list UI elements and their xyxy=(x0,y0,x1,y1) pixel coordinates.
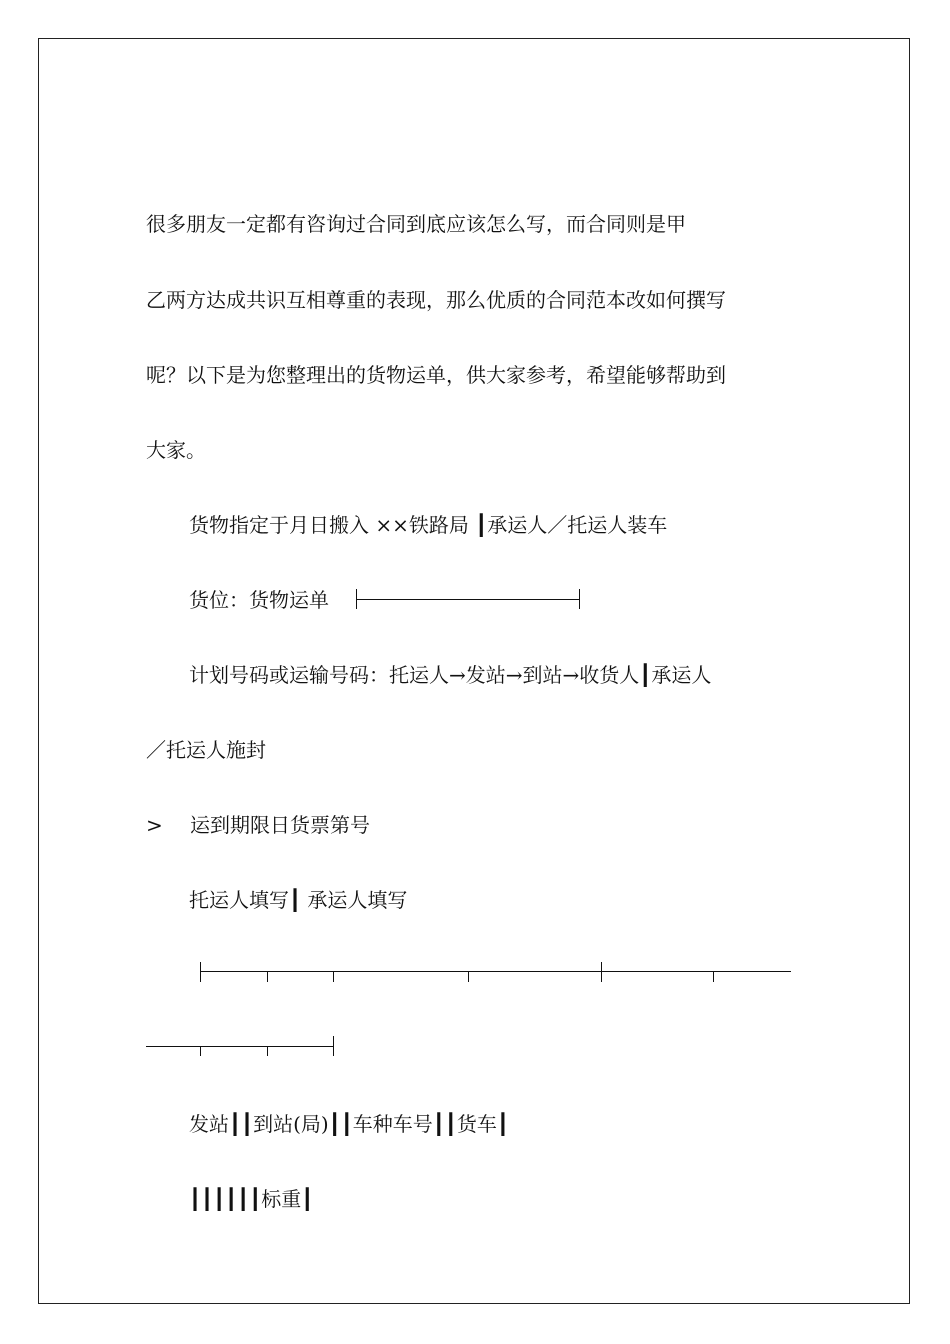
plan-line-2: ／托运人施封 xyxy=(146,738,266,762)
rule-tick xyxy=(200,962,201,982)
rule-tick xyxy=(713,971,714,982)
position-rule xyxy=(356,599,580,600)
intro-line-2: 乙两方达成共识互相尊重的表现，那么优质的合同范本改如何撰写 xyxy=(146,288,726,312)
deadline-marker: > xyxy=(146,813,163,837)
rule-tick xyxy=(579,589,580,609)
rule-tick xyxy=(267,971,268,982)
fill-line: 托运人填写┃ 承运人填写 xyxy=(189,888,408,912)
rule-tick xyxy=(200,1046,201,1056)
table-rule-continued xyxy=(146,1046,334,1047)
intro-line-1: 很多朋友一定都有咨询过合同到底应该怎么写，而合同则是甲 xyxy=(146,212,686,236)
rule-tick xyxy=(333,971,334,982)
rule-tick xyxy=(267,1046,268,1056)
deadline-text: 运到期限日货票第号 xyxy=(190,813,370,837)
position-label: 货位：货物运单 xyxy=(189,588,329,612)
stations-line: 发站┃┃到站(局)┃┃车种车号┃┃货车┃ xyxy=(189,1112,509,1136)
deadline-line xyxy=(146,811,806,839)
position-line xyxy=(189,586,849,614)
tare-line: ┃┃┃┃┃┃标重┃ xyxy=(189,1187,314,1211)
designated-line: 货物指定于月日搬入 ××铁路局 ┃承运人／托运人装车 xyxy=(189,513,668,537)
table-rule-top xyxy=(200,971,791,972)
rule-tick xyxy=(333,1036,334,1056)
intro-line-3: 呢？以下是为您整理出的货物运单，供大家参考，希望能够帮助到 xyxy=(146,363,726,387)
intro-line-4: 大家。 xyxy=(146,438,206,462)
rule-tick xyxy=(601,962,602,982)
plan-line-1: 计划号码或运输号码：托运人→发站→到站→收货人┃承运人 xyxy=(189,663,712,687)
rule-tick xyxy=(468,971,469,982)
